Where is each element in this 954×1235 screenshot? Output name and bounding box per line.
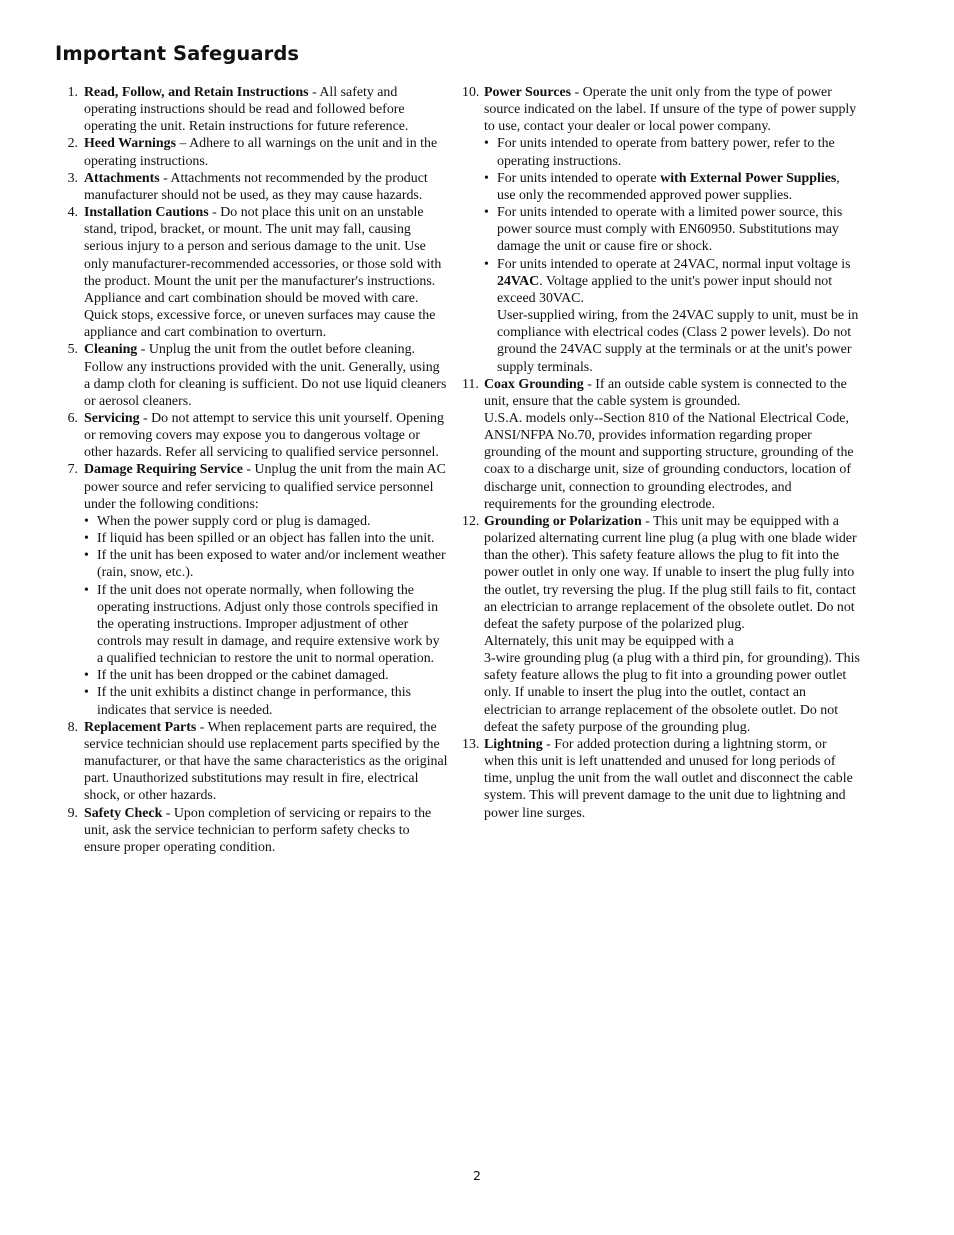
item-number: 9.	[67, 805, 78, 821]
item-text: - Upon completion of servicing or repairs to the unit, ask the service technician to perform safety checks to ensure proper operating condition.	[84, 805, 432, 855]
item-text: - Unplug the unit from the main AC power source and refer servicing to qualified service personnel under the following conditions:	[84, 462, 446, 512]
item-text: - For added protection during a lightning storm, or when this unit is left unattended and unused for long periods of time, unplug the unit from the wall outlet and disconnect the cable system. This will prevent damage to the unit due to lightning and power line surges.	[484, 736, 853, 821]
page-title: Important Safeguards	[55, 42, 300, 65]
bullet-item: • When the power supply cord or plug is damaged.	[84, 513, 371, 529]
item-number: 10.	[462, 85, 480, 100]
bullet-item: • If the unit does not operate normally, when following the operating instructions. Adjust only those controls specified in the operating instructions. Improper adjustment of other controls may result in damage, and require extensive work by a qualified technician to restore the unit to normal operation.	[84, 582, 440, 667]
bullet-dot-icon: •	[84, 685, 89, 701]
item-text: - Operate the unit only from the type of power source indicated on the label. If unsure of the type of power supply to use, contact your dealer or local power company.	[484, 85, 857, 135]
safeguard-item	[62, 719, 448, 805]
item-number: 13.	[462, 736, 480, 752]
item-number: 11.	[462, 376, 479, 392]
bullet-item: • If the unit has been dropped or the cabinet damaged.	[84, 668, 389, 684]
item-text: - Do not place this unit on an unstable stand, tripod, bracket, or mount. The unit may fall, causing serious injury to a person and serious damage to the unit. Use only manufacturer-recommended accessories, or those sold with the product. Mount the unit per the manufacturer's instructions. Appliance and cart combination should be moved with care. Quick stops, excessive force, or uneven surfaces may cause the appliance and cart combination to overturn.	[84, 205, 442, 341]
bullet-item: • If liquid has been spilled or an object has fallen into the unit.	[84, 531, 435, 547]
item-number: 5.	[67, 342, 78, 358]
bullet-dot-icon: •	[484, 205, 489, 221]
bullet-item: • For units intended to operate with a limited power source, this power source must comply with EN60950. Substitutions may damage the unit or cause fire or shock.	[484, 205, 843, 255]
item-extra-paragraph: 3-wire grounding plug (a plug with a third pin, for grounding). This safety feature allows the plug to fit into a grounding power outlet only. If unable to insert the plug into the outlet, contact an electrician to arrange replacement of the obsolete outlet. Do not defeat the safety purpose of the grounding plug.	[484, 651, 860, 735]
page-number: 2	[473, 1168, 481, 1183]
item-text: - Do not attempt to service this unit yourself. Opening or removing covers may expose you to dangerous voltage or other hazards. Refer all servicing to qualified service personnel.	[84, 410, 444, 461]
item-text: - All safety and operating instructions should be read and followed before operating the unit. Retain instructions for future reference.	[84, 85, 409, 135]
bullet-item: • If the unit exhibits a distinct change in performance, this indicates that service is needed.	[84, 685, 411, 718]
item-title: Attachments	[84, 170, 160, 186]
item-title: Coax Grounding	[484, 376, 584, 392]
bullet-dot-icon: •	[84, 668, 89, 684]
bullet-item: • For units intended to operate from battery power, refer to the operating instructions.	[484, 136, 835, 169]
bullet-list	[484, 135, 860, 375]
item-title: Lightning	[484, 736, 543, 752]
safeguard-item	[62, 84, 448, 135]
bullet-item: • If the unit has been exposed to water and/or inclement weather (rain, snow, etc.).	[84, 548, 446, 581]
safeguard-item	[62, 410, 448, 461]
bullet-dot-icon: •	[84, 582, 89, 598]
item-title: Read, Follow, and Retain Instructions	[84, 85, 309, 100]
item-number: 12.	[462, 513, 480, 529]
safeguard-item	[462, 376, 860, 513]
item-number: 6.	[67, 410, 78, 426]
item-number: 1.	[67, 85, 78, 100]
item-text: - If an outside cable system is connected to the unit, ensure that the cable system is grounded.	[484, 376, 847, 409]
item-extra-paragraph: U.S.A. models only--Section 810 of the National Electrical Code, ANSI/NFPA No.70, provides information regarding proper grounding of the mount and supporting structure, grounding of the coax to a discharge unit, size of grounding conductors, location of discharge unit, connection to grounding electrodes, and requirements for the grounding electrode.	[484, 410, 854, 512]
item-extra-paragraph: Alternately, this unit may be equipped with a	[484, 634, 734, 649]
bullet-dot-icon: •	[484, 256, 489, 272]
item-text: - Attachments not recommended by the product manufacturer should not be used, as they may cause hazards.	[84, 170, 428, 203]
item-title: Power Sources	[484, 85, 572, 100]
bullet-dot-icon: •	[484, 170, 489, 186]
right-column	[462, 84, 860, 822]
item-title: Installation Cautions	[84, 205, 209, 221]
item-number: 2.	[67, 136, 78, 152]
safeguard-item	[462, 736, 860, 822]
bullet-dot-icon: •	[484, 136, 489, 152]
item-number: 7.	[67, 462, 78, 478]
safeguard-item	[462, 513, 860, 736]
bullet-list	[84, 513, 448, 719]
item-number: 8.	[67, 719, 78, 735]
item-title: Damage Requiring Service	[84, 462, 243, 478]
safeguard-item	[62, 204, 448, 341]
safeguard-item	[62, 461, 448, 718]
item-title: Cleaning	[84, 342, 138, 358]
item-title: Servicing	[84, 410, 140, 426]
safeguard-item	[62, 805, 448, 856]
bullet-dot-icon: •	[84, 531, 89, 547]
item-number: 4.	[67, 205, 78, 221]
item-number: 3.	[67, 170, 78, 186]
item-text: - When replacement parts are required, the service technician should use replacement parts specified by the manufacturer, or that have the same characteristics as the original part. Unauthorized substitutions may result in fire, electrical shock, or other hazards.	[84, 719, 448, 804]
bullet-dot-icon: •	[84, 548, 89, 564]
item-text: – Adhere to all warnings on the unit and in the operating instructions.	[84, 136, 438, 169]
bullet-dot-icon: •	[84, 513, 89, 529]
safeguard-item	[62, 341, 448, 410]
safeguard-item	[62, 170, 448, 204]
left-column	[62, 84, 448, 856]
safeguard-item	[62, 135, 448, 169]
item-title: Safety Check	[84, 805, 163, 821]
safeguard-item	[462, 84, 860, 376]
bullet-extra-paragraph: User-supplied wiring, from the 24VAC supply to unit, must be in compliance with electrical codes (Class 2 power levels). Do not ground the 24VAC supply at the terminals or at the unit's power supply terminals.	[497, 308, 859, 375]
item-text: - This unit may be equipped with a polarized alternating current line plug (a plug with one blade wider than the other). This safety feature allows the plug to fit into the power outlet in only one way. If unable to insert the plug fully into the outlet, try reversing the plug. If the plug still fails to fit, contact an electrician to arrange replacement of the obsolete outlet. Do not defeat the safety purpose of the polarized plug.	[484, 513, 857, 632]
item-title: Grounding or Polarization	[484, 513, 642, 529]
bullet-item: • For units intended to operate with External Power Supplies, use only the recommended approved power supplies.	[484, 170, 840, 203]
bullet-item: • For units intended to operate at 24VAC, normal input voltage is 24VAC. Voltage applied to the unit's power input should not exceed 30VAC. User-supplied wiring, from the 24VAC supply to unit, must be in compliance with electrical codes (Class 2 power levels). Do not ground the 24VAC supply at the terminals or at the unit's power supply terminals.	[484, 256, 859, 375]
item-title: Heed Warnings	[84, 136, 176, 152]
item-title: Replacement Parts	[84, 719, 197, 735]
item-text: - Unplug the unit from the outlet before cleaning. Follow any instructions provided with the unit. Generally, using a damp cloth for cleaning is sufficient. Do not use liquid cleaners or aerosol cleaners.	[84, 342, 447, 409]
